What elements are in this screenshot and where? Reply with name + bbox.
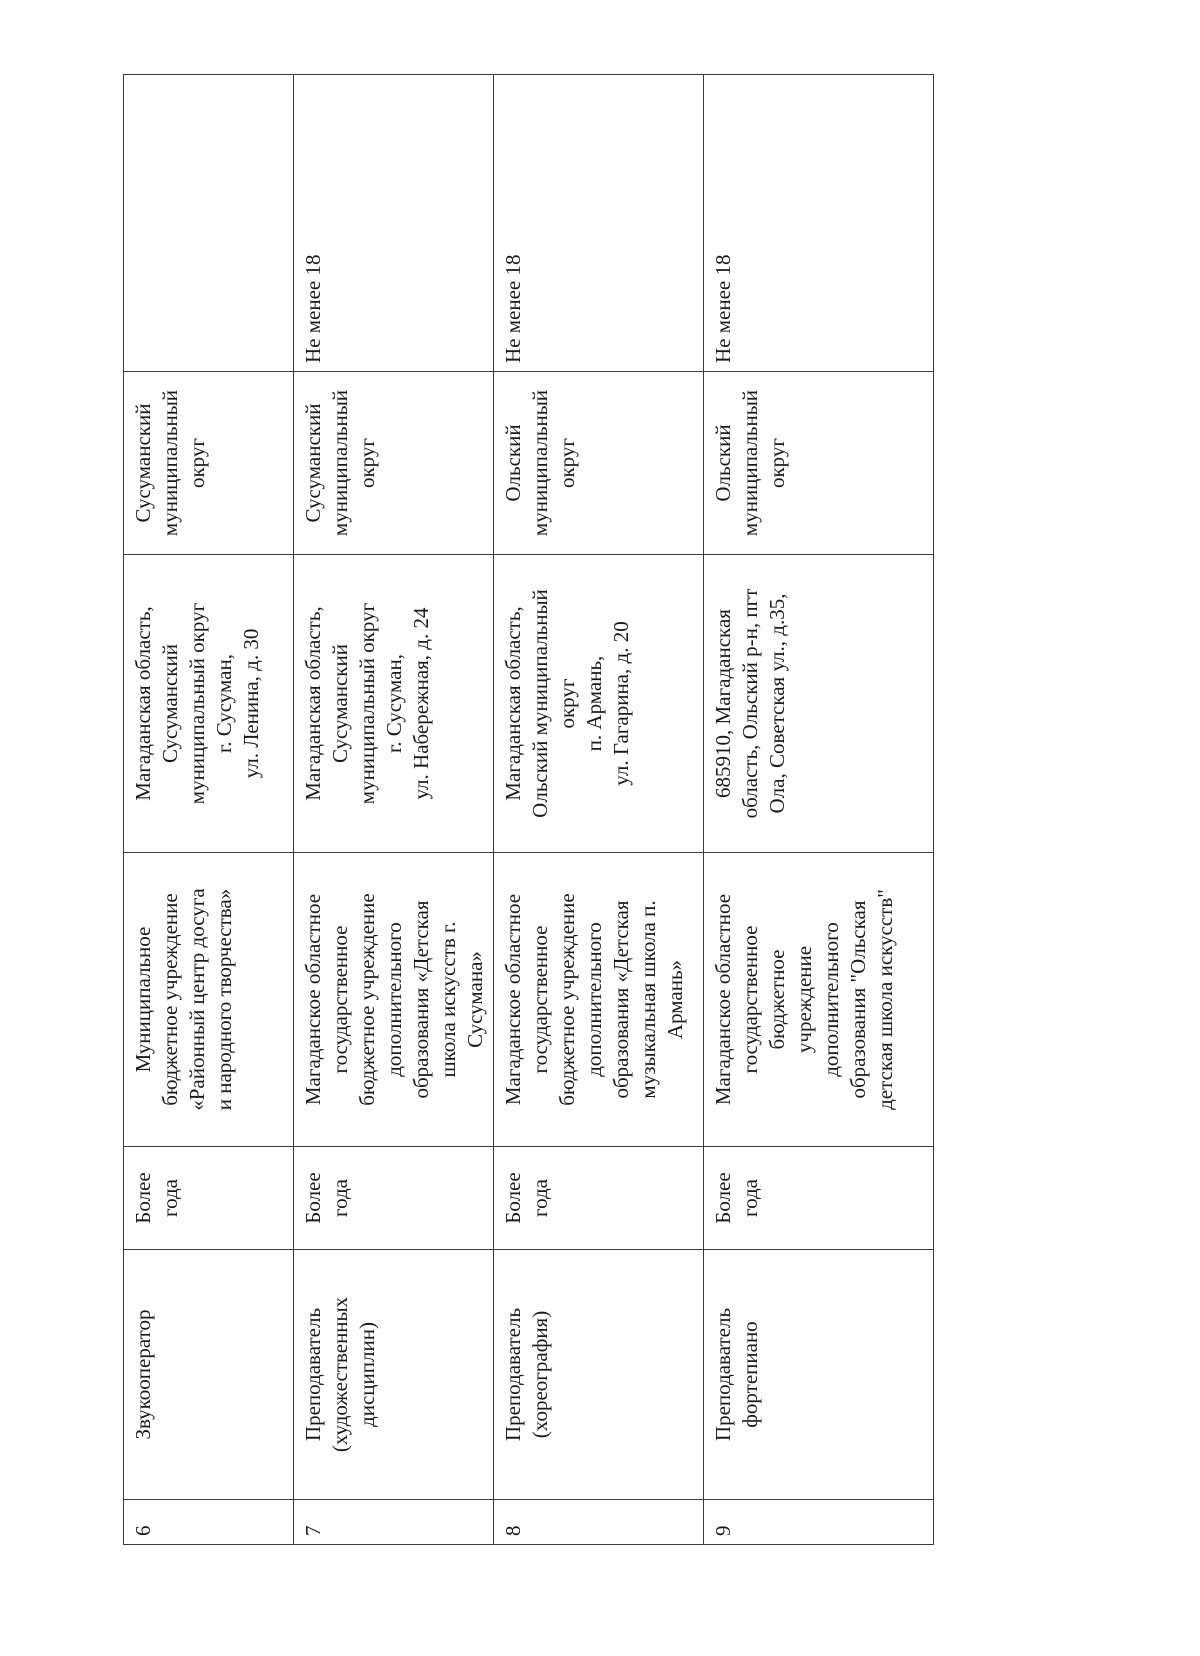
table-row xyxy=(124,75,294,1545)
address-cell: Магаданская область, Сусуманский муниципальный округ г. Сусуман, ул. Набережная, д. 24 xyxy=(294,555,494,853)
address-cell: 685910, Магаданская область, Ольский р-н, пгт Ола, Советская ул., д.35, xyxy=(704,555,934,853)
note-cell: Не менее 18 xyxy=(294,75,494,372)
note-cell: Не менее 18 xyxy=(494,75,704,372)
note-cell: Не менее 18 xyxy=(704,75,934,372)
table-row xyxy=(294,75,494,1545)
organization-cell: Магаданское областное государственное бюджетное учреждение дополнительного образования «Детская музыкальная школа п. Армань» xyxy=(494,853,704,1147)
organization-cell: Магаданское областное государственное бюджетное учреждение дополнительного образования «Детская школа искусств г. Сусумана» xyxy=(294,853,494,1147)
experience-cell: Более года xyxy=(704,1147,934,1250)
note-cell xyxy=(124,75,294,372)
position-cell: Преподаватель (художественных дисциплин) xyxy=(294,1250,494,1500)
experience-cell: Более года xyxy=(124,1147,294,1250)
table-row xyxy=(494,75,704,1545)
row-number: 6 xyxy=(124,1500,294,1545)
experience-cell: Более года xyxy=(294,1147,494,1250)
organization-cell: Муниципальное бюджетное учреждение «Районный центр досуга и народного творчества» xyxy=(124,853,294,1147)
row-number: 7 xyxy=(294,1500,494,1545)
district-cell: Сусуманский муниципальный округ xyxy=(294,372,494,555)
position-cell: Преподаватель (хореография) xyxy=(494,1250,704,1500)
row-number: 9 xyxy=(704,1500,934,1545)
table-row xyxy=(704,75,934,1545)
vacancies-table xyxy=(123,74,934,1545)
district-cell: Ольский муниципальный округ xyxy=(704,372,934,555)
address-cell: Магаданская область, Ольский муниципальный округ п. Армань, ул. Гагарина, д. 20 xyxy=(494,555,704,853)
position-cell: Преподаватель фортепиано xyxy=(704,1250,934,1500)
rotated-table-wrapper xyxy=(123,75,923,1545)
row-number: 8 xyxy=(494,1500,704,1545)
district-cell: Ольский муниципальный округ xyxy=(494,372,704,555)
address-cell: Магаданская область, Сусуманский муниципальный округ г. Сусуман, ул. Ленина, д. 30 xyxy=(124,555,294,853)
position-cell: Звукооператор xyxy=(124,1250,294,1500)
organization-cell: Магаданское областное государственное бюджетное учреждение дополнительного образования "Ольская детская школа искусств" xyxy=(704,853,934,1147)
district-cell: Сусуманский муниципальный округ xyxy=(124,372,294,555)
experience-cell: Более года xyxy=(494,1147,704,1250)
